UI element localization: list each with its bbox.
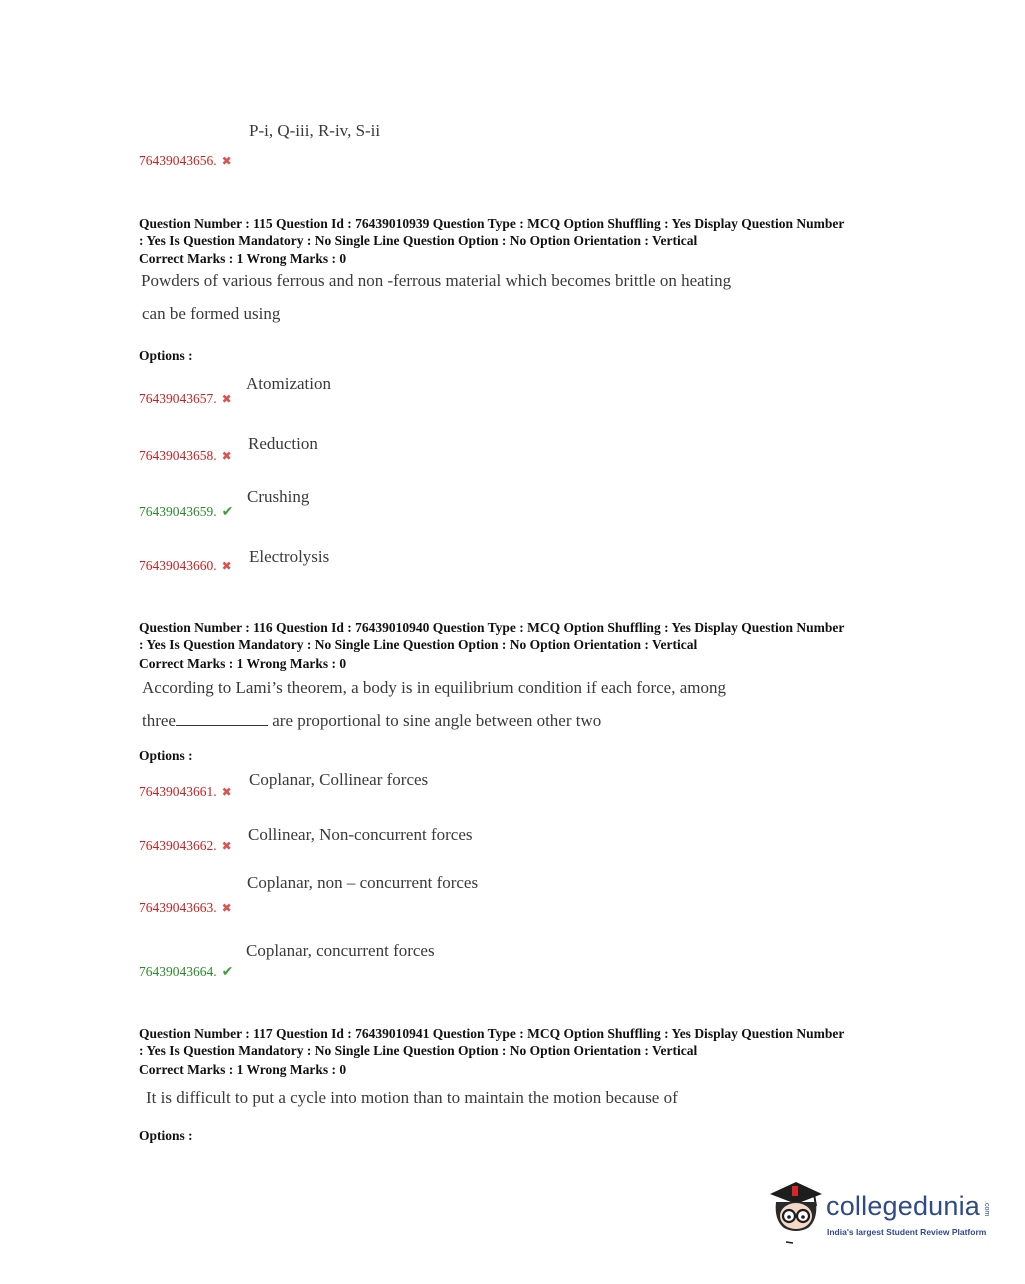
question-marks: Correct Marks : 1 Wrong Marks : 0 — [139, 251, 347, 266]
cross-mark-icon: ✖ — [221, 449, 232, 463]
question-text-part: three — [142, 711, 176, 730]
question-text: can be formed using — [142, 304, 281, 323]
option-text: Coplanar, Collinear forces — [249, 770, 429, 789]
option-id-label: 76439043659. — [139, 504, 217, 519]
option-id — [139, 558, 232, 574]
options-label: Options : — [139, 1128, 193, 1143]
option-id-label: 76439043656. — [139, 153, 217, 168]
cross-mark-icon: ✖ — [221, 392, 232, 406]
option-text: Coplanar, non – concurrent forces — [247, 873, 479, 892]
question-text — [142, 711, 601, 731]
question-text: Powders of various ferrous and non -ferrous material which becomes brittle on heating — [141, 271, 732, 290]
question-meta-line: : Yes Is Question Mandatory : No Single Line Question Option : No Option Orientation : Vertical — [139, 636, 698, 652]
question-meta-line: Question Number : 116 Question Id : 76439010940 Question Type : MCQ Option Shuffling : Yes Display Question Number — [139, 620, 845, 635]
option-text: Atomization — [246, 374, 331, 393]
cross-mark-icon: ✖ — [221, 901, 232, 915]
option-text: Coplanar, concurrent forces — [246, 941, 435, 960]
question-meta-line: : Yes Is Question Mandatory : No Single Line Question Option : No Option Orientation : Vertical — [139, 232, 698, 248]
option-text: Crushing — [247, 487, 310, 506]
question-marks: Correct Marks : 1 Wrong Marks : 0 — [139, 1062, 347, 1077]
question-text-part: are proportional to sine angle between other two — [272, 711, 602, 730]
options-label: Options : — [139, 348, 193, 363]
option-id — [139, 448, 232, 464]
option-id-label: 76439043657. — [139, 391, 217, 406]
cross-mark-icon: ✖ — [221, 785, 232, 799]
option-id — [139, 391, 232, 407]
question-marks: Correct Marks : 1 Wrong Marks : 0 — [139, 656, 347, 671]
check-mark-icon: ✔ — [221, 965, 234, 980]
option-id — [139, 504, 233, 521]
question-meta — [139, 620, 909, 653]
option-id-label: 76439043661. — [139, 784, 217, 799]
brand-tagline: India's largest Student Review Platform — [827, 1227, 987, 1237]
cross-mark-icon: ✖ — [221, 559, 232, 573]
cross-mark-icon: ✖ — [221, 154, 232, 168]
brand-wordmark: collegedunia — [826, 1191, 981, 1221]
fill-in-blank — [176, 711, 268, 726]
option-text: Reduction — [248, 434, 318, 453]
question-meta-line: : Yes Is Question Mandatory : No Single Line Question Option : No Option Orientation : Vertical — [139, 1042, 698, 1058]
question-text: According to Lami’s theorem, a body is in equilibrium condition if each force, among — [142, 678, 726, 697]
option-id — [139, 838, 232, 854]
option-id — [139, 153, 232, 169]
option-id-label: 76439043658. — [139, 448, 217, 463]
question-meta — [139, 1026, 909, 1059]
option-id-label: 76439043662. — [139, 838, 217, 853]
option-id-label: 76439043663. — [139, 900, 217, 915]
mascot-logo-icon — [766, 1176, 826, 1246]
option-text: Collinear, Non-concurrent forces — [248, 825, 473, 844]
question-meta-line: Question Number : 115 Question Id : 76439010939 Question Type : MCQ Option Shuffling : Yes Display Question Number — [139, 216, 845, 231]
options-label: Options : — [139, 748, 193, 763]
option-id-label: 76439043664. — [139, 964, 217, 979]
cross-mark-icon: ✖ — [221, 839, 232, 853]
option-id-label: 76439043660. — [139, 558, 217, 573]
question-text: It is difficult to put a cycle into motion than to maintain the motion because of — [146, 1088, 678, 1107]
option-id — [139, 900, 232, 916]
option-id — [139, 784, 232, 800]
option-text: P-i, Q-iii, R-iv, S-ii — [249, 121, 381, 140]
question-meta — [139, 216, 909, 249]
check-mark-icon: ✔ — [221, 505, 234, 520]
option-id — [139, 964, 233, 981]
brand-domain-suffix: .com — [983, 1201, 990, 1217]
option-text: Electrolysis — [249, 547, 330, 566]
question-meta-line: Question Number : 117 Question Id : 76439010941 Question Type : MCQ Option Shuffling : Yes Display Question Number — [139, 1026, 845, 1041]
